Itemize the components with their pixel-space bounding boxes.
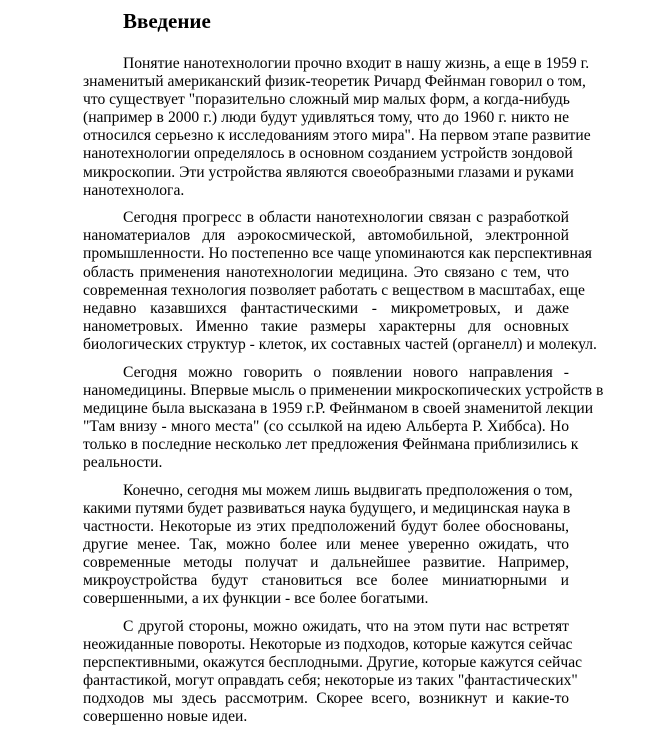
paragraph-line: неожиданные повороты. Некоторые из подходов, которые кажутся сейчас xyxy=(83,635,573,653)
paragraph-line: микроскопии. Эти устройства являются своеобразными глазами и руками xyxy=(83,163,574,181)
paragraph-line: Сегодня можно говорить о появлении нового направления - xyxy=(123,363,569,381)
paragraph-line: (например в 2000 г.) люди будут удивляться тому, что до 1960 г. никто не xyxy=(83,109,569,127)
paragraph-line: частности. Некоторые из этих предположений будут более обоснованы, xyxy=(83,517,569,535)
paragraph-line: нанотехнолога. xyxy=(83,181,185,199)
paragraph-line: область применения нанотехнологии медицина. Это связано с тем, что xyxy=(83,263,569,281)
paragraph-line: фантастикой, могут оправдать себя; некоторые из таких "фантастических" xyxy=(83,672,578,689)
paragraph-line: перспективными, окажутся бесплодными. Другие, которые кажутся сейчас xyxy=(83,653,583,671)
paragraph-line: какими путями будет развиваться наука будущего, и медицинская наука в xyxy=(83,499,571,517)
paragraph xyxy=(83,209,597,354)
paragraph-line: относился серьезно к исследованиям этого мира". На первом этапе развитие xyxy=(83,127,591,145)
paragraph-line: нанотехнологии определялось в основном созданием устройств зондовой xyxy=(83,145,573,163)
paragraph-line: другие менее. Так, можно более или менее уверенно ожидать, что xyxy=(83,535,569,553)
paragraph-line: совершенными, а их функции - все более богатыми. xyxy=(83,590,429,608)
paragraph-line: подходов мы здесь рассмотрим. Скорее всего, возникнут и какие-то xyxy=(83,690,569,708)
paragraph-line: промышленности. Но постепенно все чаще упоминаются как перспективная xyxy=(83,245,592,263)
paragraph xyxy=(83,481,573,609)
paragraph-line: наномедицины. Впервые мысль о применении микроскопических устройств в xyxy=(83,381,604,399)
paragraph xyxy=(83,363,604,473)
section-heading: Введение xyxy=(123,9,211,33)
paragraph-line: что существует "поразительно сложный мир малых форм, а когда-нибудь xyxy=(83,91,570,109)
paragraph xyxy=(83,55,591,200)
paragraph-line: современные методы получат и дальнейшее развитие. Например, xyxy=(83,553,569,571)
paragraph-line: наноматериалов для аэрокосмической, автомобильной, электронной xyxy=(83,227,569,245)
paragraph-line: медицине была высказана в 1959 г.Р. Фейнманом в своей знаменитой лекции xyxy=(83,399,594,417)
paragraph-line: недавно казавшихся фантастическими - микрометровых, и даже xyxy=(83,299,569,317)
paragraph-line: знаменитый американский физик-теоретик Ричард Фейнман говорил о том, xyxy=(83,73,586,91)
paragraph-line: нанометровых. Именно такие размеры характерны для основных xyxy=(83,317,569,335)
paragraph-line: Конечно, сегодня мы можем лишь выдвигать предположения о том, xyxy=(123,481,573,499)
paragraph-line: "Там внизу - много места" (со ссылкой на идею Альберта Р. Хиббса). Но xyxy=(83,417,569,435)
document-body xyxy=(83,55,604,736)
paragraph-line: совершенно новые идеи. xyxy=(83,708,248,726)
paragraph-line: реальности. xyxy=(83,453,163,471)
paragraph xyxy=(83,617,583,727)
paragraph-line: Сегодня прогресс в области нанотехнологии связан с разработкой xyxy=(123,209,569,227)
paragraph-line: биологических структур - клеток, их составных частей (органелл) и молекул. xyxy=(83,335,597,353)
paragraph-line: микроустройства будут становиться все более миниатюрными и xyxy=(83,572,569,590)
paragraph-line: С другой стороны, можно ожидать, что на этом пути нас встретят xyxy=(123,617,569,635)
paragraph-line: современная технология позволяет работать с веществом в масштабах, еще xyxy=(83,281,585,299)
paragraph-line: только в последние несколько лет предложения Фейнмана приблизились к xyxy=(83,435,579,453)
paragraph-line: Понятие нанотехнологии прочно входит в нашу жизнь, а еще в 1959 г. xyxy=(123,55,590,72)
